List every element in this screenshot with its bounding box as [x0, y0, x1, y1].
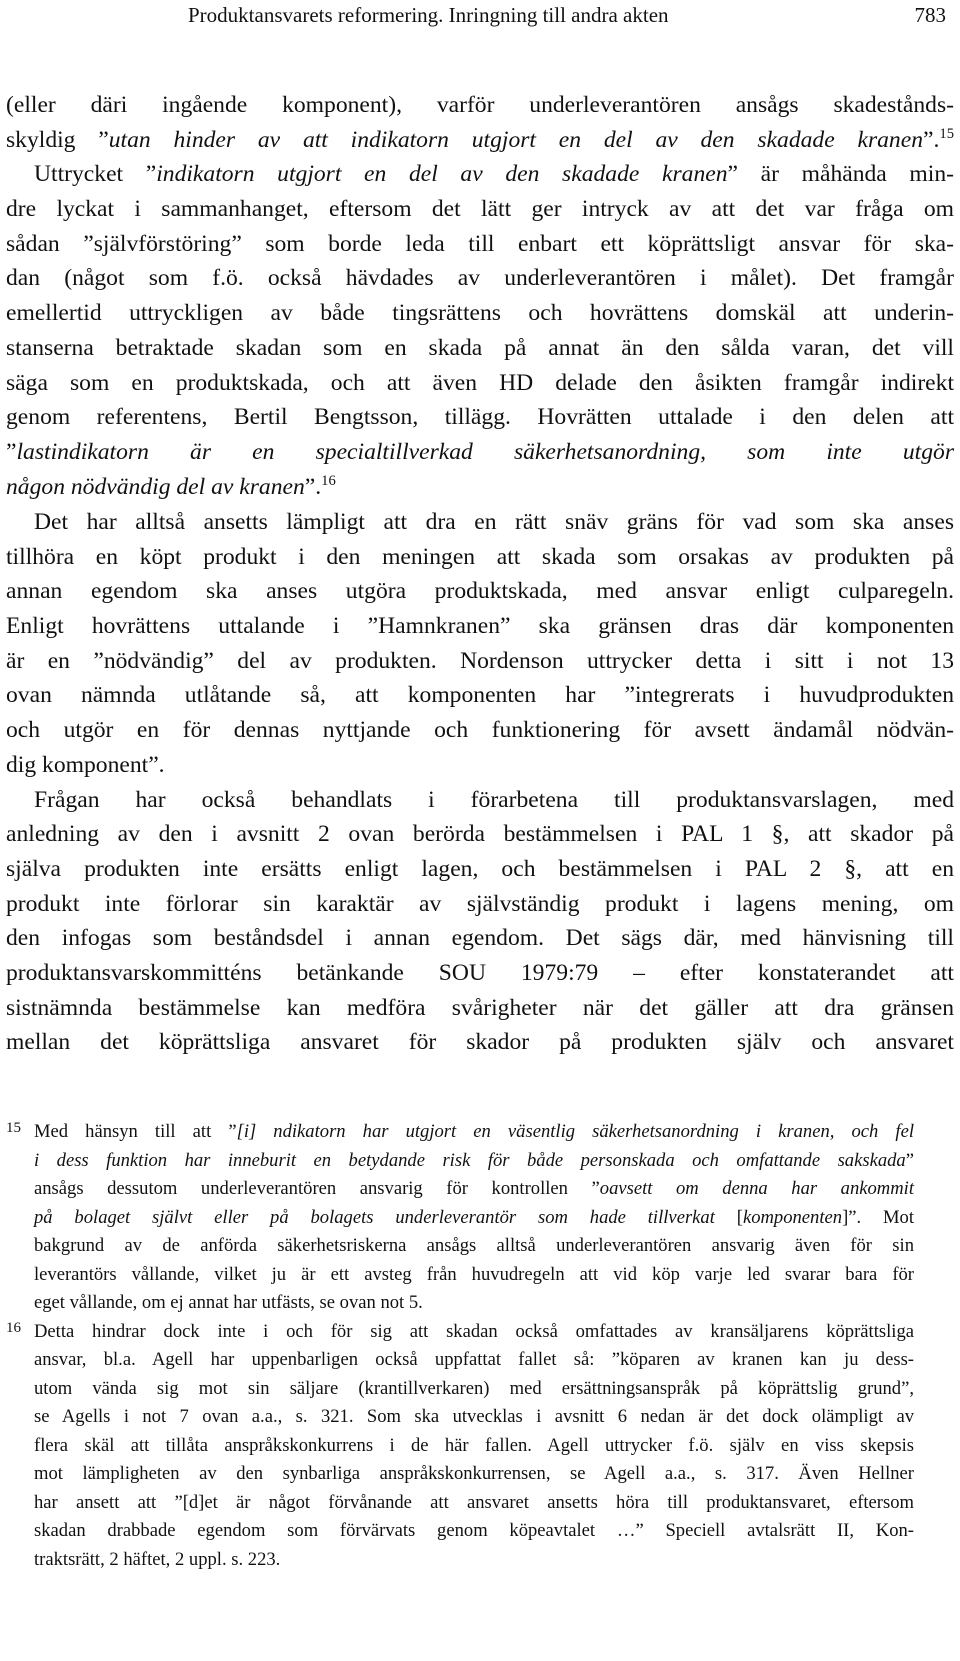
text-run: anledning av den i avsnitt 2 ovan berörda bestämmelsen i PAL 1 §, att skador på — [6, 821, 954, 848]
text-run: leverantörs vållande, vilket ju är ett avsteg från huvudregeln att vid köp varje led svarar bara för — [34, 1263, 914, 1285]
text-line — [6, 470, 954, 505]
text-line — [34, 1175, 914, 1204]
text-run: ]”. Mot — [842, 1206, 915, 1228]
footnote-number: 15 — [6, 1120, 21, 1136]
text-line — [34, 1375, 914, 1404]
text-run: Detta hindrar dock inte i och för sig att skadan också omfattades av kransäljarens köprättsliga — [34, 1320, 914, 1342]
text-run: traktsrätt, 2 häftet, 2 uppl. s. 223. — [34, 1548, 281, 1570]
text-run: Enligt hovrättens uttalande i ”Hamnkranen” ska gränsen dras där komponenten — [6, 613, 954, 640]
text-line — [6, 644, 954, 679]
text-run: produktansvarskommitténs betänkande SOU 1979:79 – efter konstaterandet att — [6, 959, 954, 986]
text-line — [6, 331, 954, 366]
text-run: eget vållande, om ej annat har utfästs, se ovan not 5. — [34, 1292, 423, 1313]
text-line — [6, 817, 954, 852]
italic-text: någon nödvändig del av kranen — [6, 473, 305, 500]
text-run: mellan det köprättsliga ansvaret för skador på produkten själv och ansvaret — [6, 1029, 954, 1056]
text-run: dig komponent”. — [6, 751, 165, 778]
text-run: Det har alltså ansetts lämpligt att dra en rätt snäv gräns för vad som ska anses — [34, 509, 954, 535]
footnote-reference: 15 — [939, 125, 954, 142]
text-line — [6, 157, 954, 192]
text-run: skyldig ” — [6, 126, 109, 153]
text-line — [6, 296, 954, 331]
text-line — [6, 540, 954, 575]
text-line — [6, 783, 954, 818]
text-run: Frågan har också behandlats i förarbetena till produktansvarslagen, med — [34, 786, 954, 813]
text-line — [6, 366, 954, 401]
text-run: är en ”nödvändig” del av produkten. Nordenson uttrycker detta i sitt i not 13 — [6, 647, 954, 674]
text-line — [6, 956, 954, 991]
text-line — [6, 123, 954, 158]
text-line — [34, 1232, 914, 1261]
footnote-number: 16 — [6, 1319, 21, 1336]
text-line — [6, 192, 954, 227]
text-run: mot lämpligheten av den synbarliga anspråkskonkurrensen, se Agell a.a., s. 317. Även Hellner — [34, 1463, 914, 1484]
text-line — [6, 887, 954, 922]
text-line — [6, 88, 954, 123]
text-line — [34, 1147, 914, 1176]
text-line — [6, 713, 954, 748]
text-line — [34, 1489, 914, 1518]
text-line — [6, 1025, 954, 1060]
text-run: se Agells i not 7 ovan a.a., s. 321. Som ska utvecklas i avsnitt 6 nedan är det dock olämpligt av — [34, 1406, 914, 1427]
text-line — [34, 1517, 914, 1546]
italic-text: utan hinder av att indikatorn utgjort en del av den skadade kranen — [108, 126, 923, 153]
text-run: och utgör en för dennas nyttjande och funktionering för avsett ändamål nödvän- — [6, 717, 954, 744]
text-run: ” — [6, 438, 17, 465]
text-line — [34, 1346, 914, 1375]
text-run: [ — [714, 1206, 743, 1228]
text-line — [34, 1289, 914, 1318]
text-run: sådan ”självförstöring” som borde leda till enbart ett köprättsligt ansvar för ska- — [6, 230, 954, 257]
text-run: tillhöra en köpt produkt i den meningen att skada som orsakas av produkten på — [6, 543, 954, 570]
text-run: genom referentens, Bertil Bengtsson, tillägg. Hovrätten uttalade i den delen att — [6, 404, 954, 431]
text-line — [34, 1318, 914, 1347]
text-run: Med hänsyn till att ” — [34, 1121, 237, 1142]
text-run: annan egendom ska anses utgöra produktskada, med ansvar enligt culparegeln. — [6, 578, 954, 605]
text-line — [6, 991, 954, 1026]
text-run: ” är måhända min- — [727, 161, 954, 188]
text-line — [34, 1204, 914, 1233]
text-line — [6, 921, 954, 956]
text-run: har ansett att ”[d]et är något förvånande att ansvaret ansetts höra till produktansvaret, eftersom — [34, 1491, 914, 1513]
running-header — [0, 3, 960, 31]
text-run: dre lyckat i sammanhanget, eftersom det lätt ger intryck av att det var fråga om — [6, 196, 954, 223]
italic-text: indikatorn utgjort en del av den skadade kranen — [156, 161, 728, 188]
running-title: Produktansvarets reformering. Inringning till andra akten — [188, 3, 669, 27]
italic-text: lastindikatorn är en specialtillverkad säkerhetsanordning, som inte utgör — [16, 438, 954, 465]
italic-text: komponenten — [742, 1206, 843, 1228]
italic-text: på bolaget självt eller på bolagets underleverantör som hade tillverkat — [34, 1206, 715, 1228]
footnote-reference: 16 — [321, 472, 336, 489]
text-run: ansågs dessutom underleverantören ansvarig för kontrollen ” — [34, 1178, 600, 1199]
text-run: bakgrund av de anförda säkerhetsriskerna ansågs alltså underleverantören ansvarig även för sin — [34, 1235, 914, 1256]
text-line — [6, 574, 954, 609]
footnote — [0, 1118, 914, 1318]
page-number: 783 — [914, 3, 946, 27]
text-run: dan (något som f.ö. också hävdades av underleverantören i målet). Det framgår — [6, 265, 954, 292]
text-line — [6, 400, 954, 435]
text-run: ansvar, bl.a. Agell har uppenbarligen också uppfattat fallet så: ”köparen av kranen kan ju dess- — [34, 1349, 914, 1370]
text-line — [6, 609, 954, 644]
text-line — [6, 748, 954, 783]
text-line — [34, 1546, 914, 1575]
body-text-block-2 — [6, 505, 954, 1060]
text-run: produkt inte förlorar sin karaktär av självständig produkt i lagens mening, om — [6, 890, 954, 917]
text-run: flera skäl att tillåta anspråkskonkurrens i de här fallen. Agell uttrycker f.ö. själv en viss skepsis — [34, 1434, 914, 1456]
text-line — [34, 1403, 914, 1432]
italic-text: i dess funktion har inneburit en betydande risk för både personskada och omfattande sakskada — [34, 1149, 906, 1171]
text-run: ” — [905, 1149, 914, 1171]
italic-text: [i] ndikatorn har utgjort en väsentlig säkerhetsanordning i kranen, och fel — [236, 1121, 914, 1142]
text-line — [34, 1432, 914, 1461]
italic-text: oavsett om denna har ankommit — [599, 1178, 914, 1199]
text-run: ”. — [923, 126, 940, 153]
footnotes — [0, 1118, 960, 1574]
text-run: skadan drabbade egendom som förvärvats genom köpeavtalet …” Speciell avtalsrätt II, Kon- — [34, 1520, 914, 1541]
text-line — [6, 505, 954, 540]
text-run: den infogas som beståndsdel i annan egendom. Det sägs där, med hänvisning till — [6, 925, 954, 952]
text-line — [34, 1118, 914, 1147]
text-line — [6, 261, 954, 296]
text-run: sistnämnda bestämmelse kan medföra svårigheter när det gäller att dra gränsen — [6, 994, 954, 1021]
text-run: utom vända sig mot sin säljare (krantillverkaren) med ersättningsanspråk på köprättslig grund”, — [34, 1377, 914, 1399]
text-run: säga som en produktskada, och att även HD delade den åsikten framgår indirekt — [6, 369, 954, 396]
text-line — [34, 1261, 914, 1290]
text-run: stanserna betraktade skadan som en skada på annat än den sålda varan, det vill — [6, 334, 954, 361]
text-line — [6, 678, 954, 713]
text-run: ”. — [304, 473, 322, 500]
text-run: emellertid uttryckligen av både tingsrättens och hovrättens domskäl att underin- — [6, 300, 954, 327]
text-run: (eller däri ingående komponent), varför underleverantören ansågs skadestånds- — [6, 92, 954, 118]
text-line — [6, 435, 954, 470]
text-run: ovan nämnda utlåtande så, att komponenten har ”integrerats i huvudprodukten — [6, 682, 954, 709]
text-run: själva produkten inte ersätts enligt lagen, och bestämmelsen i PAL 2 §, att en — [6, 855, 954, 882]
text-line — [6, 852, 954, 887]
text-line — [34, 1460, 914, 1489]
body-text-block-1 — [6, 88, 954, 504]
text-line — [6, 227, 954, 262]
footnote — [0, 1318, 914, 1575]
text-run: Uttrycket ” — [34, 161, 157, 188]
